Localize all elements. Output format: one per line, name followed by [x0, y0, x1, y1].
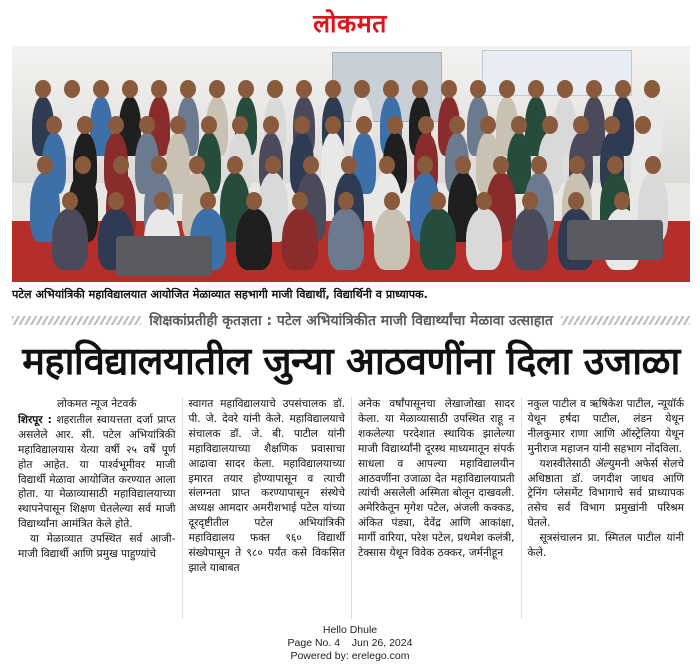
photo-person-head	[296, 80, 312, 98]
article-dateline: शिरपूर :	[18, 413, 52, 426]
photo-person-head	[614, 192, 630, 210]
photo-person-head	[151, 156, 167, 174]
photo-person-head	[267, 80, 283, 98]
photo-person-head	[75, 156, 91, 174]
article-paragraph: यशस्वीतेसाठी ॲल्युमनी अफेर्स सेलचे अधिष्ठाता डॉ. जगदीश जाधव आणि ट्रेनिंग प्लेसमेंट विभागाचे सर्व प्राध्यापक तसेच सर्व विभाग प्रमुखांनी परिश्रम घेतले.	[527, 457, 684, 530]
photo-person-head	[635, 116, 651, 134]
photo-speaker-right	[567, 220, 663, 260]
photo-person-head	[108, 116, 124, 134]
photo-person-head	[569, 156, 585, 174]
photo-person-head	[417, 156, 433, 174]
article-paragraph: नकुल पाटील व ऋषिकेश पाटील, न्यूयॉर्क येथून हर्षदा पाटील, लंडन येथून नीलकुमार राणा आणि ऑस्ट्रेलिया येथून मुनीराज महाजन यांनी सहभाग नोंदविला.	[527, 398, 684, 455]
newspaper-logo: लोकमत	[313, 9, 387, 38]
photo-person-head	[303, 156, 319, 174]
photo-person-head	[615, 80, 631, 98]
photo-person	[374, 208, 410, 270]
photo-person-head	[46, 116, 62, 134]
photo-person-head	[356, 116, 372, 134]
photo-person-head	[93, 80, 109, 98]
photo-person-head	[263, 116, 279, 134]
photo-person-head	[573, 116, 589, 134]
event-group-photo	[12, 46, 690, 282]
article-column-1	[12, 397, 182, 619]
photo-person-head	[607, 156, 623, 174]
photo-person-head	[387, 116, 403, 134]
photo-person-head	[154, 192, 170, 210]
photo-person-head	[528, 80, 544, 98]
photo-person-head	[542, 116, 558, 134]
photo-person-head	[568, 192, 584, 210]
photo-person-head	[35, 80, 51, 98]
photo-person-head	[325, 80, 341, 98]
article-column-2	[182, 397, 352, 619]
photo-person-head	[499, 80, 515, 98]
photo-person-head	[200, 192, 216, 210]
photo-person-head	[108, 192, 124, 210]
photo-speaker-left	[116, 236, 212, 276]
photo-person-head	[644, 80, 660, 98]
photo-person-head	[122, 80, 138, 98]
photo-person-head	[354, 80, 370, 98]
photo-person-head	[294, 116, 310, 134]
masthead	[0, 0, 700, 46]
photo-person-head	[64, 80, 80, 98]
photo-person-head	[170, 116, 186, 134]
photo-person-head	[384, 192, 400, 210]
photo-person-head	[246, 192, 262, 210]
photo-caption: पटेल अभियांत्रिकी महाविद्यालयात आयोजित मेळाव्यात सहभागी माजी विद्यार्थी, विद्यार्थिनी व प्राध्यापक.	[12, 288, 428, 301]
photo-person	[512, 208, 548, 270]
article-body	[12, 397, 690, 619]
photo-person-head	[292, 192, 308, 210]
photo-person-head	[325, 116, 341, 134]
article-paragraph: या मेळाव्यात उपस्थित सर्व आजी-माजी विद्यार्थी आणि प्रमुख पाहुण्यांचे	[18, 533, 176, 561]
footer-powered-by: Powered by: erelego.com	[290, 650, 410, 662]
photo-person-head	[476, 192, 492, 210]
article-column-3	[351, 397, 521, 619]
photo-person-head	[209, 80, 225, 98]
photo-person-head	[227, 156, 243, 174]
article-paragraph: स्वागत महाविद्यालयाचे उपसंचालक डॉ. पी. जे. देवरे यांनी केले. महाविद्यालयाचे संचालक डॉ. जे. बी. पाटील यांनी महाविद्यालयाच्या शैक्षणिक प्रवासाचा आढावा सादर केला. महाविद्यालयाच्या इमारत तयार होण्यापासून व त्याची संलग्नता प्राप्त करण्यापासून संस्थेचे अध्यक्ष आमदार अमरीशभाई पटेल यांच्या दूरदृष्टीतील पटेल अभियांत्रिकी महाविद्यालय फक्त ९६० विद्यार्थी संख्येपासून ते ९८० पर्यंत कसे विकसित झाले याबाबत	[188, 398, 345, 574]
photo-person-head	[379, 156, 395, 174]
photo-person-head	[383, 80, 399, 98]
photo-person-head	[449, 116, 465, 134]
photo-person-head	[604, 116, 620, 134]
footer-page-date: Page No. 4 Jun 26, 2024	[287, 637, 413, 649]
footer-edition: Hello Dhule	[322, 624, 378, 636]
article-text: शहरातील स्वायत्तता दर्जा प्राप्त असलेले आर. सी. पटेल अभियांत्रिकी महाविद्यालयास येत्या वर्षी २५ वर्षे पूर्ण होत आहेत. या पार्श्वभूमीवर माजी विद्यार्थी मेळावा आयोजित करण्यात आला होता. या मेळाव्यासाठी महाविद्यालयाच्या स्थापनेपासून शिक्षण घेतलेल्या सर्व माजी विद्यार्थ्यांना आमंत्रित केले होते.	[18, 413, 176, 531]
photo-person	[420, 208, 456, 270]
photo-person	[282, 208, 318, 270]
article-paragraph	[18, 413, 176, 532]
photo-person-head	[113, 156, 129, 174]
photo-person-head	[265, 156, 281, 174]
kicker-row	[12, 309, 690, 331]
photo-person-head	[180, 80, 196, 98]
photo-person-head	[531, 156, 547, 174]
photo-person-head	[557, 80, 573, 98]
photo-person-head	[430, 192, 446, 210]
photo-person-head	[455, 156, 471, 174]
article-byline: लोकमत न्यूज नेटवर्क	[56, 398, 137, 410]
photo-person-head	[37, 156, 53, 174]
article-paragraph: सूत्रसंचालन प्रा. स्मितल पाटील यांनी केले.	[527, 532, 684, 560]
photo-person-head	[201, 116, 217, 134]
photo-person-head	[586, 80, 602, 98]
photo-person-head	[77, 116, 93, 134]
article-column-4	[521, 397, 691, 619]
photo-person-head	[151, 80, 167, 98]
photo-person-head	[511, 116, 527, 134]
kicker-hatch-left	[12, 316, 141, 325]
photo-person-head	[232, 116, 248, 134]
photo-person-head	[238, 80, 254, 98]
photo-person-head	[341, 156, 357, 174]
photo-person	[328, 208, 364, 270]
photo-person-head	[441, 80, 457, 98]
photo-person-head	[412, 80, 428, 98]
photo-person-head	[522, 192, 538, 210]
photo-person-head	[480, 116, 496, 134]
photo-person-head	[493, 156, 509, 174]
kicker-hatch-right	[561, 316, 690, 325]
photo-person-head	[418, 116, 434, 134]
article-paragraph: अनेक वर्षांपासूनचा लेखाजोखा सादर केला. या मेळाव्यासाठी उपस्थित राहू न शकलेल्या परदेशात स्थायिक झालेल्या माजी विद्यार्थ्यांनी दूरस्थ माध्यमातून संपर्क साधला व आपल्या महाविद्यालयीन आठवणींना उजाळा देत महाविद्यालयाप्रती त्यांची असलेली अस्मिता बोलून दाखवली. अमेरिकेतून मृगेश पटेल, अंजली कक्कड, अंकित पंड्या, देवेंद्र आणि आकांक्षा, मार्गी वारिया, परेश पटेल, प्रथमेश कलंत्री, टेक्सास येथून विवेक ठक्कर, जर्मनीहून	[358, 398, 515, 560]
photo-person-head	[470, 80, 486, 98]
photo-person-head	[139, 116, 155, 134]
article-kicker: शिक्षकांप्रतीही कृतज्ञता : पटेल अभियांत्रिकीत माजी विद्यार्थ्यांचा मेळावा उत्साहात	[149, 312, 553, 329]
photo-person	[236, 208, 272, 270]
article-headline: महाविद्यालयातील जुन्या आठवणींना दिला उजाळा	[22, 339, 680, 383]
photo-person-head	[338, 192, 354, 210]
photo-person	[466, 208, 502, 270]
page-footer	[0, 624, 700, 663]
photo-person	[52, 208, 88, 270]
photo-person-head	[189, 156, 205, 174]
photo-person-head	[62, 192, 78, 210]
photo-person-head	[645, 156, 661, 174]
